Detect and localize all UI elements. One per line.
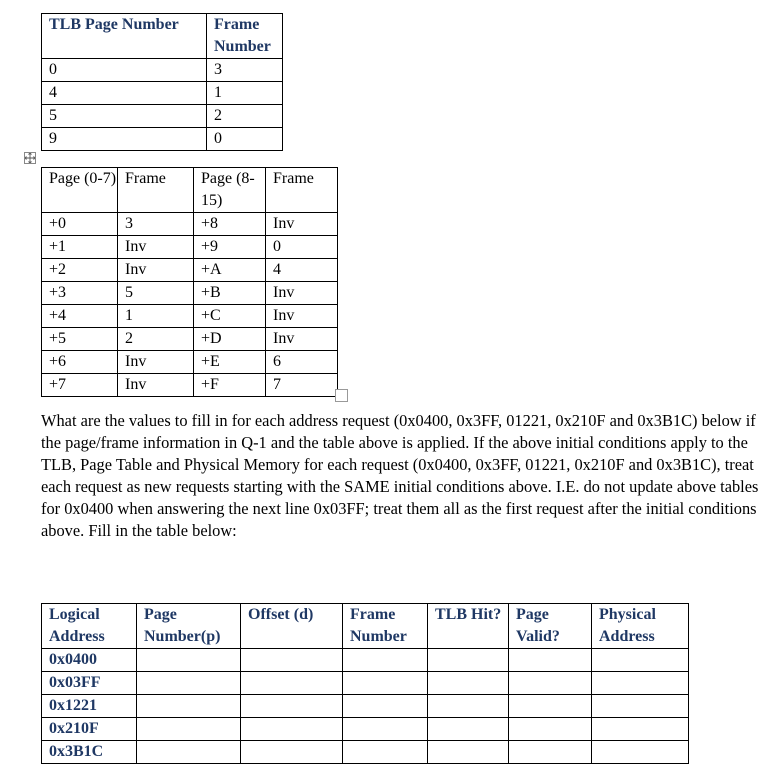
pt-cell: Inv xyxy=(118,351,194,374)
tlb-header-row xyxy=(42,14,283,59)
pt-cell: +7 xyxy=(42,374,118,397)
ans-input-cell[interactable] xyxy=(241,695,343,718)
pt-cell: +C xyxy=(194,305,266,328)
page-table-row xyxy=(42,213,338,236)
answer-row xyxy=(42,649,689,672)
tlb-cell: 4 xyxy=(42,82,207,105)
pt-cell: 1 xyxy=(118,305,194,328)
pt-cell: 0 xyxy=(266,236,338,259)
ans-logical-address: 0x210F xyxy=(42,718,137,741)
tlb-cell: 1 xyxy=(207,82,283,105)
pt-header-page-low: Page (0-7) xyxy=(42,168,118,213)
pt-header-page-high: Page (8-15) xyxy=(194,168,266,213)
tlb-table xyxy=(41,13,283,151)
pt-cell: +1 xyxy=(42,236,118,259)
tlb-header-frame: Frame Number xyxy=(207,14,283,59)
ans-logical-address: 0x1221 xyxy=(42,695,137,718)
tlb-cell: 9 xyxy=(42,128,207,151)
ans-input-cell[interactable] xyxy=(343,718,428,741)
ans-header-offset: Offset (d) xyxy=(241,604,343,649)
answer-table xyxy=(41,603,689,764)
page-table-row xyxy=(42,374,338,397)
page-table xyxy=(41,167,338,397)
ans-input-cell[interactable] xyxy=(241,672,343,695)
ans-logical-address: 0x3B1C xyxy=(42,741,137,764)
tlb-cell: 2 xyxy=(207,105,283,128)
ans-header-page: Page Number(p) xyxy=(137,604,241,649)
ans-logical-address: 0x03FF xyxy=(42,672,137,695)
answer-row xyxy=(42,695,689,718)
page-table-row xyxy=(42,328,338,351)
ans-header-frame: Frame Number xyxy=(343,604,428,649)
ans-input-cell[interactable] xyxy=(592,741,689,764)
ans-header-physical: Physical Address xyxy=(592,604,689,649)
pt-header-frame-low: Frame xyxy=(118,168,194,213)
ans-input-cell[interactable] xyxy=(241,718,343,741)
tlb-row xyxy=(42,59,283,82)
ans-input-cell[interactable] xyxy=(509,695,592,718)
ans-header-logical: Logical Address xyxy=(42,604,137,649)
ans-input-cell[interactable] xyxy=(509,672,592,695)
ans-input-cell[interactable] xyxy=(592,695,689,718)
pt-cell: 4 xyxy=(266,259,338,282)
answer-header-row xyxy=(42,604,689,649)
tlb-cell: 0 xyxy=(42,59,207,82)
pt-header-frame-high: Frame xyxy=(266,168,338,213)
ans-input-cell[interactable] xyxy=(343,695,428,718)
answer-row xyxy=(42,741,689,764)
ans-input-cell[interactable] xyxy=(137,672,241,695)
ans-input-cell[interactable] xyxy=(592,672,689,695)
answer-row xyxy=(42,718,689,741)
tlb-cell: 3 xyxy=(207,59,283,82)
page-table-row xyxy=(42,305,338,328)
ans-input-cell[interactable] xyxy=(137,741,241,764)
ans-input-cell[interactable] xyxy=(241,649,343,672)
pt-cell: +6 xyxy=(42,351,118,374)
ans-input-cell[interactable] xyxy=(428,649,509,672)
pt-cell: 6 xyxy=(266,351,338,374)
page-table-row xyxy=(42,236,338,259)
pt-cell: 2 xyxy=(118,328,194,351)
pt-cell: +A xyxy=(194,259,266,282)
pt-cell: 5 xyxy=(118,282,194,305)
ans-header-valid: Page Valid? xyxy=(509,604,592,649)
pt-cell: Inv xyxy=(118,236,194,259)
tlb-row xyxy=(42,128,283,151)
pt-cell: +F xyxy=(194,374,266,397)
ans-input-cell[interactable] xyxy=(241,741,343,764)
ans-input-cell[interactable] xyxy=(343,672,428,695)
pt-cell: +8 xyxy=(194,213,266,236)
ans-input-cell[interactable] xyxy=(343,649,428,672)
ans-input-cell[interactable] xyxy=(343,741,428,764)
pt-cell: +E xyxy=(194,351,266,374)
pt-cell: +B xyxy=(194,282,266,305)
pt-cell: +2 xyxy=(42,259,118,282)
pt-cell: +5 xyxy=(42,328,118,351)
ans-input-cell[interactable] xyxy=(137,695,241,718)
page-table-header-row xyxy=(42,168,338,213)
pt-cell: +4 xyxy=(42,305,118,328)
ans-header-tlb: TLB Hit? xyxy=(428,604,509,649)
table-move-icon[interactable] xyxy=(24,152,36,164)
ans-input-cell[interactable] xyxy=(137,649,241,672)
pt-cell: Inv xyxy=(266,305,338,328)
pt-cell: +9 xyxy=(194,236,266,259)
pt-cell: Inv xyxy=(266,282,338,305)
tlb-cell: 0 xyxy=(207,128,283,151)
ans-input-cell[interactable] xyxy=(509,649,592,672)
tlb-row xyxy=(42,82,283,105)
table-resize-icon[interactable] xyxy=(335,389,348,402)
ans-input-cell[interactable] xyxy=(137,718,241,741)
ans-input-cell[interactable] xyxy=(509,741,592,764)
pt-cell: Inv xyxy=(266,213,338,236)
pt-cell: +0 xyxy=(42,213,118,236)
answer-row xyxy=(42,672,689,695)
pt-cell: 7 xyxy=(266,374,338,397)
pt-cell: Inv xyxy=(266,328,338,351)
ans-input-cell[interactable] xyxy=(428,695,509,718)
pt-cell: +3 xyxy=(42,282,118,305)
page-table-row xyxy=(42,282,338,305)
tlb-cell: 5 xyxy=(42,105,207,128)
pt-cell: Inv xyxy=(118,259,194,282)
ans-input-cell[interactable] xyxy=(428,741,509,764)
ans-input-cell[interactable] xyxy=(428,718,509,741)
ans-input-cell[interactable] xyxy=(428,672,509,695)
tlb-header-page: TLB Page Number xyxy=(42,14,207,59)
ans-input-cell[interactable] xyxy=(509,718,592,741)
tlb-row xyxy=(42,105,283,128)
pt-cell: 3 xyxy=(118,213,194,236)
pt-cell: Inv xyxy=(118,374,194,397)
ans-logical-address: 0x0400 xyxy=(42,649,137,672)
page-table-row xyxy=(42,351,338,374)
page-table-row xyxy=(42,259,338,282)
ans-input-cell[interactable] xyxy=(592,718,689,741)
ans-input-cell[interactable] xyxy=(592,649,689,672)
pt-cell: +D xyxy=(194,328,266,351)
question-paragraph: What are the values to fill in for each address request (0x0400, 0x3FF, 01221, 0x210F and 0x3B1C) below if the page/frame information in Q-1 and the table above is applied. If the above initial conditions apply to the TLB, Page Table and Physical Memory for each request (0x0400, 0x3FF, 01221, 0x210F and 0x3B1C), treat each request as new requests starting with the SAME initial conditions above. I.E. do not update above tables for 0x0400 when answering the next line 0x03FF; treat them all as the first request after the initial conditions above. Fill in the table below: xyxy=(41,411,759,540)
